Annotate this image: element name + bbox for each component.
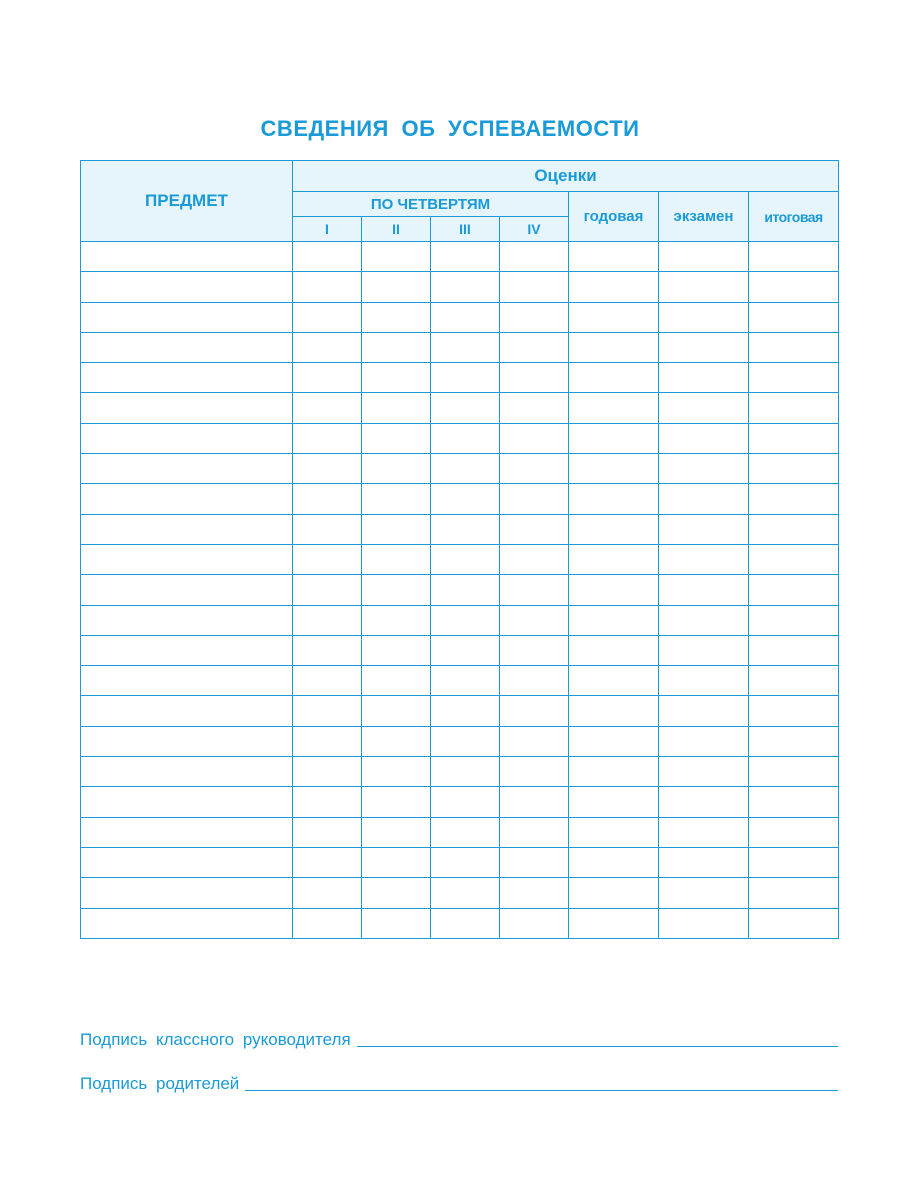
grade-cell[interactable] [362,605,431,635]
grade-cell[interactable] [293,363,362,393]
grade-cell[interactable] [500,484,569,514]
grade-cell[interactable] [362,544,431,574]
grade-cell[interactable] [500,787,569,817]
grade-cell[interactable] [569,726,659,756]
grade-cell[interactable] [431,484,500,514]
grade-cell[interactable] [659,393,749,423]
grade-cell[interactable] [749,423,839,453]
grade-cell[interactable] [659,817,749,847]
grade-cell[interactable] [500,696,569,726]
grade-cell[interactable] [749,878,839,908]
quarter-3-header: III [431,217,500,242]
grade-cell[interactable] [293,666,362,696]
grade-cell[interactable] [431,696,500,726]
grade-cell[interactable] [362,302,431,332]
subject-cell[interactable] [81,666,293,696]
subject-cell[interactable] [81,635,293,665]
grade-cell[interactable] [362,332,431,362]
grade-cell[interactable] [569,817,659,847]
final-header: итоговая [749,192,839,242]
subject-cell[interactable] [81,575,293,605]
subject-cell[interactable] [81,908,293,938]
parent-signature-line[interactable] [245,1089,838,1091]
grade-cell[interactable] [569,242,659,272]
subject-cell[interactable] [81,817,293,847]
grade-cell[interactable] [749,726,839,756]
table-row [81,757,839,787]
subject-cell[interactable] [81,787,293,817]
grade-cell[interactable] [293,423,362,453]
subject-cell[interactable] [81,878,293,908]
grade-cell[interactable] [362,454,431,484]
table-row [81,575,839,605]
grade-cell[interactable] [500,847,569,877]
grade-cell[interactable] [749,302,839,332]
table-row [81,666,839,696]
table-row [81,726,839,756]
grade-cell[interactable] [659,757,749,787]
grade-cell[interactable] [293,726,362,756]
grade-cell[interactable] [569,454,659,484]
grade-cell[interactable] [569,272,659,302]
quarters-header: ПО ЧЕТВЕРТЯМ [293,192,569,217]
grade-cell[interactable] [659,635,749,665]
grade-cell[interactable] [569,696,659,726]
grade-cell[interactable] [569,332,659,362]
grade-cell[interactable] [362,696,431,726]
grade-cell[interactable] [362,817,431,847]
grade-cell[interactable] [659,484,749,514]
grade-cell[interactable] [362,726,431,756]
grade-cell[interactable] [431,363,500,393]
grade-cell[interactable] [749,454,839,484]
grade-cell[interactable] [659,575,749,605]
teacher-signature-label: Подпись классного руководителя [80,1030,351,1049]
grade-cell[interactable] [749,484,839,514]
table-row [81,302,839,332]
grade-cell[interactable] [569,787,659,817]
grade-cell[interactable] [749,242,839,272]
grade-cell[interactable] [749,817,839,847]
grade-cell[interactable] [749,393,839,423]
grade-cell[interactable] [293,242,362,272]
grade-cell[interactable] [569,393,659,423]
exam-header: экзамен [659,192,749,242]
grade-cell[interactable] [362,666,431,696]
table-row [81,908,839,938]
grade-cell[interactable] [749,272,839,302]
grade-cell[interactable] [569,666,659,696]
grade-cell[interactable] [431,242,500,272]
grade-cell[interactable] [362,363,431,393]
grade-cell[interactable] [749,605,839,635]
grade-cell[interactable] [293,847,362,877]
grade-cell[interactable] [431,666,500,696]
grade-cell[interactable] [431,787,500,817]
grade-cell[interactable] [500,454,569,484]
teacher-signature [80,1030,838,1050]
grade-cell[interactable] [500,878,569,908]
table-row [81,484,839,514]
grade-cell[interactable] [659,363,749,393]
grade-cell[interactable] [431,454,500,484]
grade-cell[interactable] [362,272,431,302]
table-row [81,514,839,544]
grade-cell[interactable] [293,544,362,574]
grade-cell[interactable] [293,908,362,938]
table-row [81,272,839,302]
grade-cell[interactable] [293,302,362,332]
subject-cell[interactable] [81,272,293,302]
subject-cell[interactable] [81,242,293,272]
grade-cell[interactable] [362,847,431,877]
grade-cell[interactable] [569,544,659,574]
grade-cell[interactable] [362,575,431,605]
grade-cell[interactable] [569,514,659,544]
subject-cell[interactable] [81,544,293,574]
grade-cell[interactable] [500,242,569,272]
table-row [81,635,839,665]
grade-cell[interactable] [569,302,659,332]
grade-cell[interactable] [569,605,659,635]
grade-cell[interactable] [431,423,500,453]
grade-cell[interactable] [659,878,749,908]
grade-cell[interactable] [362,484,431,514]
table-row [81,242,839,272]
grade-cell[interactable] [500,514,569,544]
table-row [81,544,839,574]
grade-cell[interactable] [500,332,569,362]
grade-cell[interactable] [431,757,500,787]
subject-cell[interactable] [81,605,293,635]
grade-cell[interactable] [749,514,839,544]
grade-cell[interactable] [500,666,569,696]
grade-cell[interactable] [500,302,569,332]
grade-cell[interactable] [431,635,500,665]
grade-cell[interactable] [749,757,839,787]
teacher-signature-line[interactable] [357,1045,838,1047]
quarter-4-header: IV [500,217,569,242]
grade-cell[interactable] [749,635,839,665]
grade-cell[interactable] [362,423,431,453]
grade-cell[interactable] [749,787,839,817]
grade-cell[interactable] [569,575,659,605]
grade-cell[interactable] [362,787,431,817]
grade-cell[interactable] [500,605,569,635]
grade-cell[interactable] [293,272,362,302]
grades-header: Оценки [293,161,839,192]
grade-cell[interactable] [500,363,569,393]
quarter-2-header: II [362,217,431,242]
table-row [81,332,839,362]
grade-cell[interactable] [293,332,362,362]
grade-cell[interactable] [569,423,659,453]
grade-cell[interactable] [500,635,569,665]
table-row [81,847,839,877]
grade-cell[interactable] [500,423,569,453]
grade-cell[interactable] [500,757,569,787]
page-title: СВЕДЕНИЯ ОБ УСПЕВАЕМОСТИ [260,116,640,141]
grade-cell[interactable] [500,817,569,847]
table-row [81,787,839,817]
grade-cell[interactable] [293,787,362,817]
grade-cell[interactable] [749,666,839,696]
grade-cell[interactable] [362,878,431,908]
grade-cell[interactable] [569,908,659,938]
grade-cell[interactable] [659,544,749,574]
grades-body [81,242,839,939]
annual-header: годовая [569,192,659,242]
grade-cell[interactable] [431,605,500,635]
table-row [81,878,839,908]
grade-cell[interactable] [500,393,569,423]
subject-cell[interactable] [81,514,293,544]
subject-cell[interactable] [81,847,293,877]
grade-cell[interactable] [500,726,569,756]
grade-cell[interactable] [431,726,500,756]
grade-cell[interactable] [659,514,749,544]
grade-cell[interactable] [749,544,839,574]
grade-cell[interactable] [659,242,749,272]
subject-cell[interactable] [81,302,293,332]
grade-cell[interactable] [749,363,839,393]
grade-cell[interactable] [500,272,569,302]
grade-cell[interactable] [362,908,431,938]
grade-cell[interactable] [569,363,659,393]
grade-cell[interactable] [362,393,431,423]
grade-cell[interactable] [293,635,362,665]
subject-cell[interactable] [81,393,293,423]
grade-cell[interactable] [431,393,500,423]
grade-cell[interactable] [362,757,431,787]
subject-cell[interactable] [81,696,293,726]
grade-cell[interactable] [659,726,749,756]
grade-cell[interactable] [749,908,839,938]
grade-cell[interactable] [431,544,500,574]
table-row [81,817,839,847]
subject-cell[interactable] [81,726,293,756]
grade-cell[interactable] [500,908,569,938]
grade-cell[interactable] [569,878,659,908]
grade-cell[interactable] [659,454,749,484]
grade-cell[interactable] [749,575,839,605]
subject-cell[interactable] [81,484,293,514]
grade-cell[interactable] [749,696,839,726]
grade-cell[interactable] [659,847,749,877]
grade-cell[interactable] [431,878,500,908]
parent-signature-label: Подпись родителей [80,1074,240,1093]
grade-cell[interactable] [431,908,500,938]
grade-cell[interactable] [659,332,749,362]
grade-cell[interactable] [569,847,659,877]
grade-cell[interactable] [659,302,749,332]
grade-cell[interactable] [362,242,431,272]
table-row [81,423,839,453]
grades-table [80,160,839,939]
grade-cell[interactable] [659,666,749,696]
grade-cell[interactable] [659,696,749,726]
grade-cell[interactable] [659,423,749,453]
grade-cell[interactable] [431,514,500,544]
grade-cell[interactable] [293,454,362,484]
grade-cell[interactable] [431,272,500,302]
grade-cell[interactable] [659,605,749,635]
grade-cell[interactable] [569,757,659,787]
grade-cell[interactable] [362,514,431,544]
grade-cell[interactable] [431,847,500,877]
subject-cell[interactable] [81,363,293,393]
grade-cell[interactable] [749,332,839,362]
grade-cell[interactable] [431,575,500,605]
grade-cell[interactable] [659,908,749,938]
table-row [81,696,839,726]
grade-cell[interactable] [293,514,362,544]
grade-cell[interactable] [431,817,500,847]
grade-cell[interactable] [293,393,362,423]
grade-cell[interactable] [659,272,749,302]
grade-cell[interactable] [293,605,362,635]
grade-cell[interactable] [749,847,839,877]
table-row [81,605,839,635]
grade-cell[interactable] [293,484,362,514]
grade-cell[interactable] [569,484,659,514]
grade-cell[interactable] [293,575,362,605]
grade-cell[interactable] [431,332,500,362]
subject-cell[interactable] [81,332,293,362]
subject-header: ПРЕДМЕТ [81,161,293,242]
grade-cell[interactable] [569,635,659,665]
grade-cell[interactable] [362,635,431,665]
quarter-1-header: I [293,217,362,242]
grade-cell[interactable] [500,544,569,574]
subject-cell[interactable] [81,757,293,787]
grade-cell[interactable] [293,878,362,908]
parent-signature [80,1074,838,1094]
grade-cell[interactable] [293,696,362,726]
grade-cell[interactable] [431,302,500,332]
grade-cell[interactable] [659,787,749,817]
grade-cell[interactable] [500,575,569,605]
table-row [81,454,839,484]
subject-cell[interactable] [81,454,293,484]
table-row [81,393,839,423]
grade-cell[interactable] [293,757,362,787]
grade-cell[interactable] [293,817,362,847]
table-row [81,363,839,393]
subject-cell[interactable] [81,423,293,453]
